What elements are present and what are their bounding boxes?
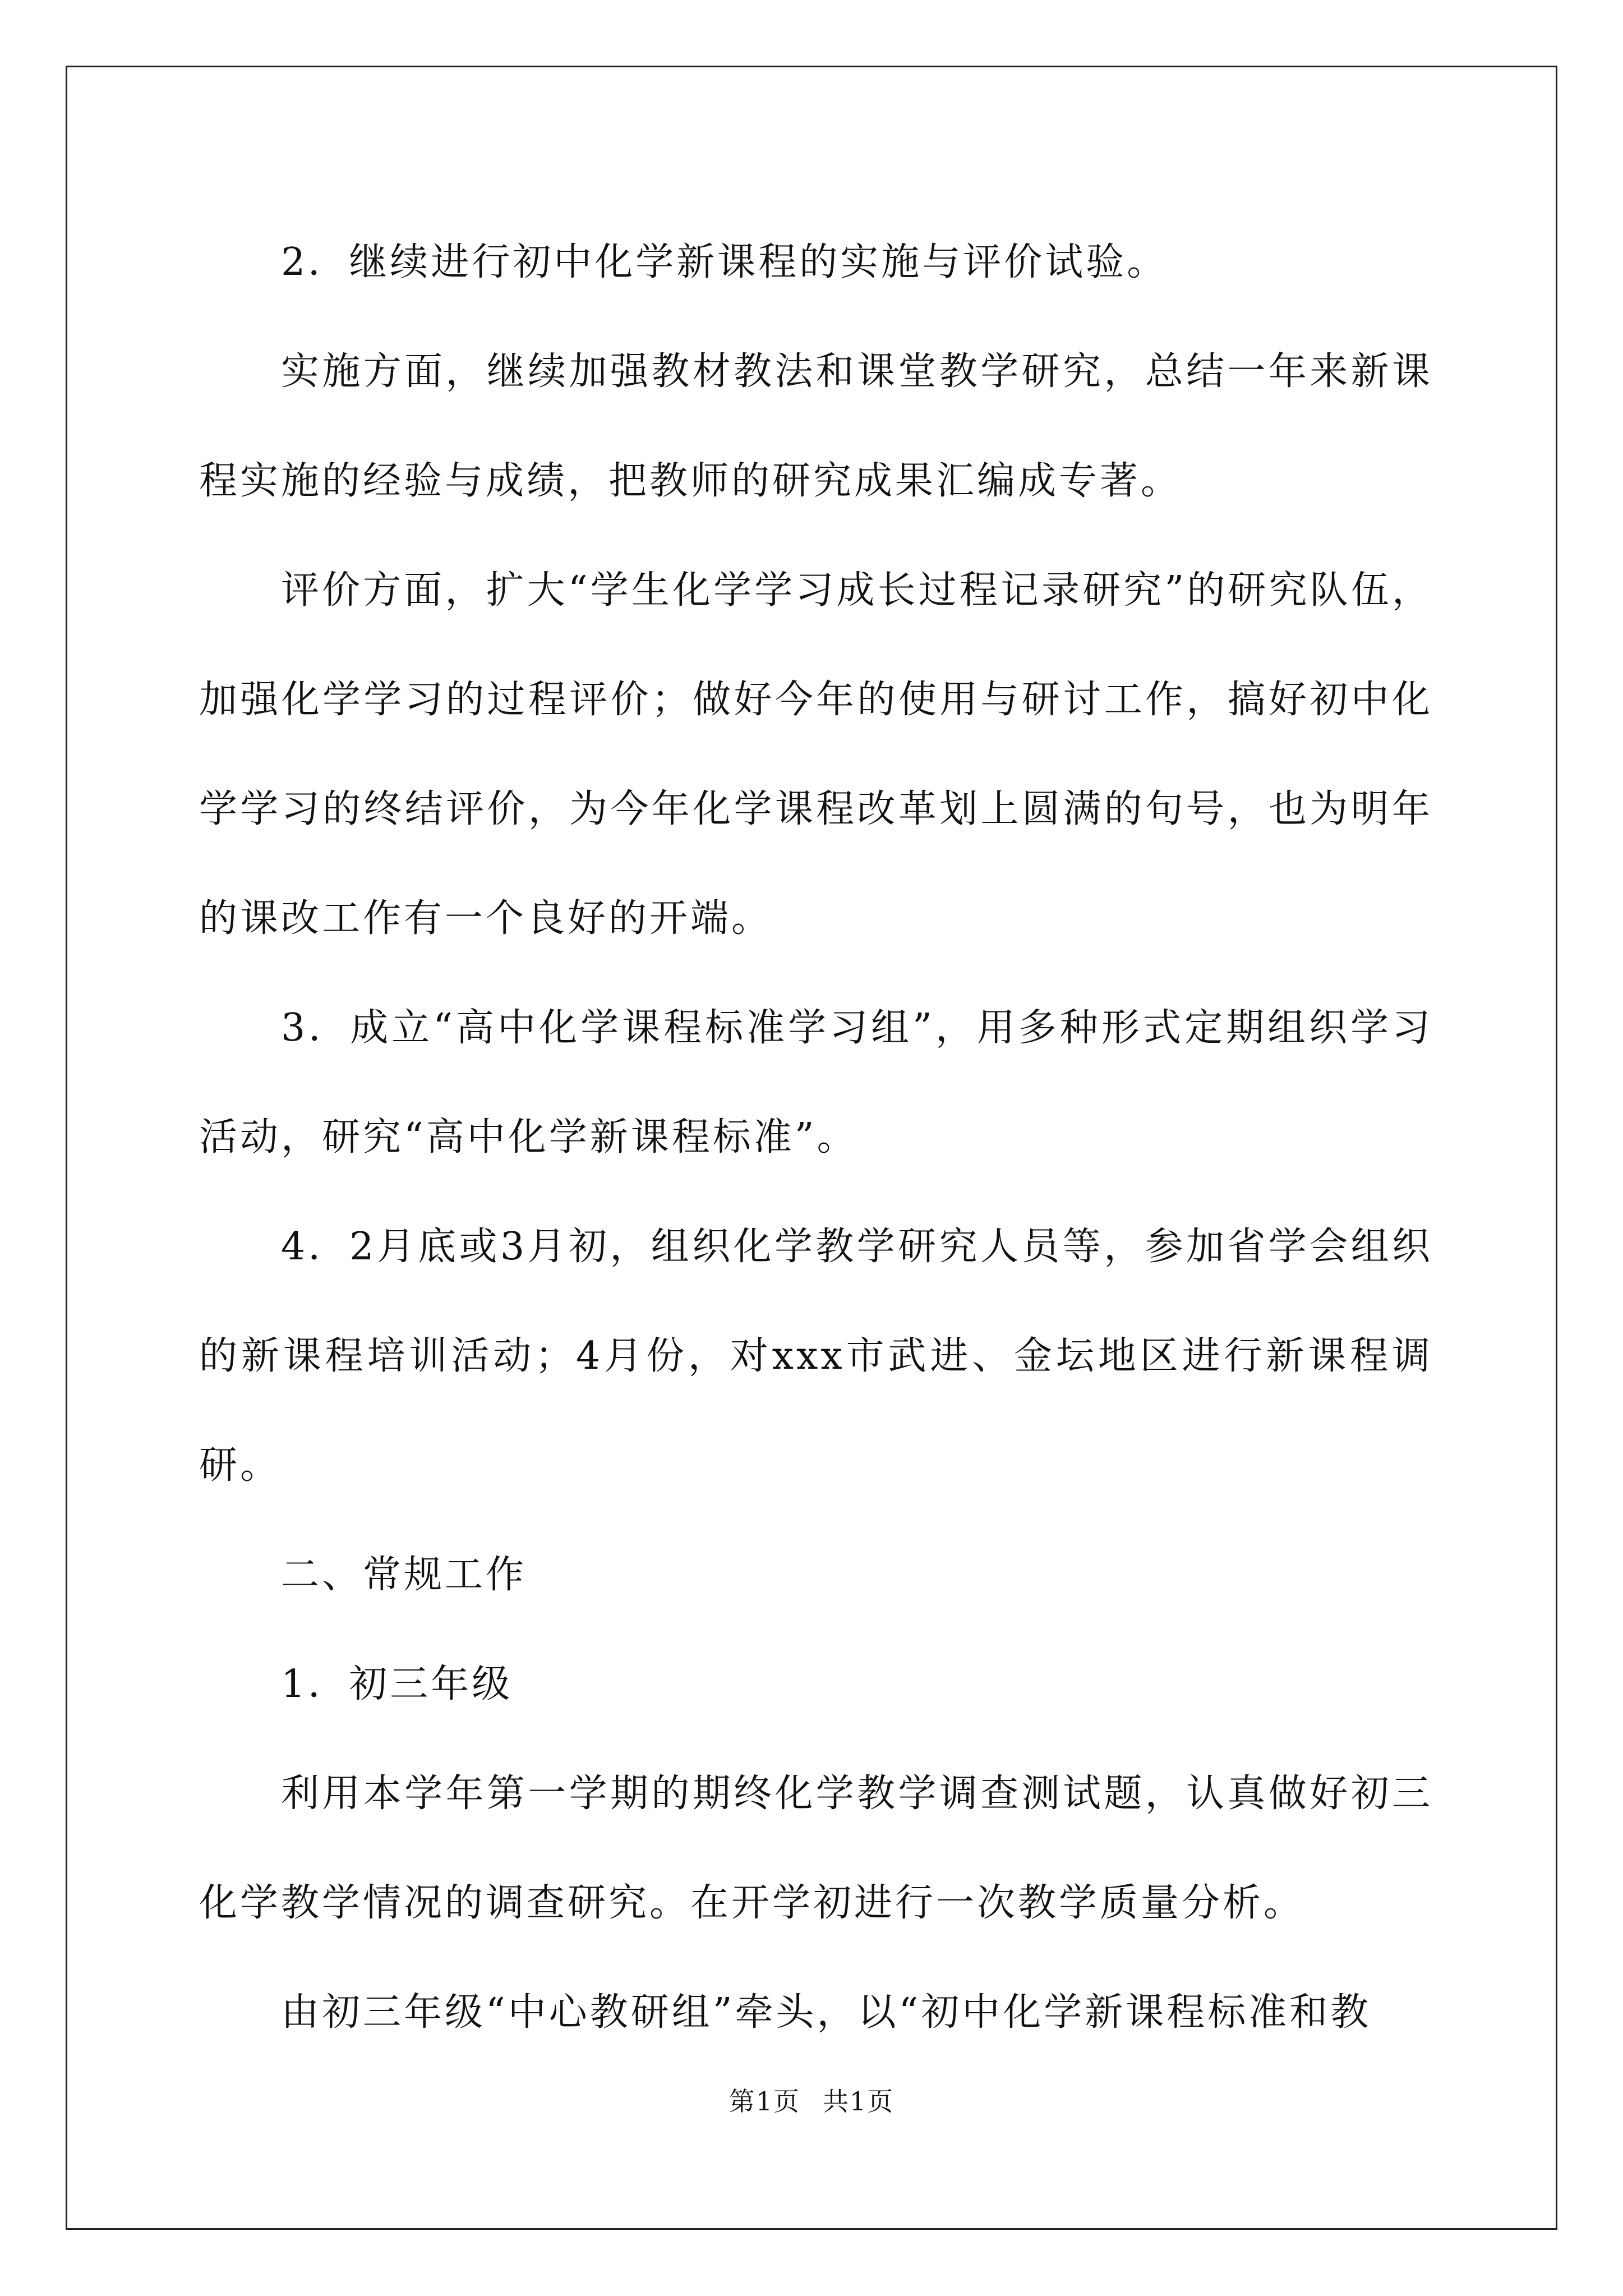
page-number: 第1页 — [728, 2086, 800, 2116]
paragraph: 2．继续进行初中化学新课程的实施与评价试验。 — [281, 240, 1168, 284]
paragraph: 实施方面，继续加强教材教法和课堂教学研究，总结一年来新课程实施的经验与成绩，把教师的研究成果汇编成专著。 — [199, 349, 1433, 503]
page-total: 共1页 — [823, 2086, 895, 2116]
section-heading: 二、常规工作 — [281, 1553, 527, 1597]
paragraph: 4．2月底或3月初，组织化学教学研究人员等，参加省学会组织的新课程培训活动；4月份，对xxx市武进、金坛地区进行新课程调研。 — [199, 1225, 1433, 1488]
paragraph: 利用本学年第一学期的期终化学教学调查测试题，认真做好初三化学教学情况的调查研究。在开学初进行一次教学质量分析。 — [199, 1772, 1433, 1925]
page-footer — [0, 2081, 1623, 2118]
document-body — [199, 208, 1433, 2067]
paragraph: 由初三年级“中心教研组”牵头，以“初中化学新课程标准和教 — [281, 1990, 1372, 2035]
subsection-heading: 1．初三年级 — [281, 1662, 513, 1706]
paragraph: 评价方面，扩大“学生化学学习成长过程记录研究”的研究队伍，加强化学学习的过程评价；做好今年的使用与研讨工作，搞好初中化学学习的终结评价，为今年化学课程改革划上圆满的句号，也为明年的课改工作有一个良好的开端。 — [199, 568, 1433, 941]
paragraph: 3．成立“高中化学课程标准学习组”，用多种形式定期组织学习活动，研究“高中化学新课程标准”。 — [199, 1006, 1433, 1159]
